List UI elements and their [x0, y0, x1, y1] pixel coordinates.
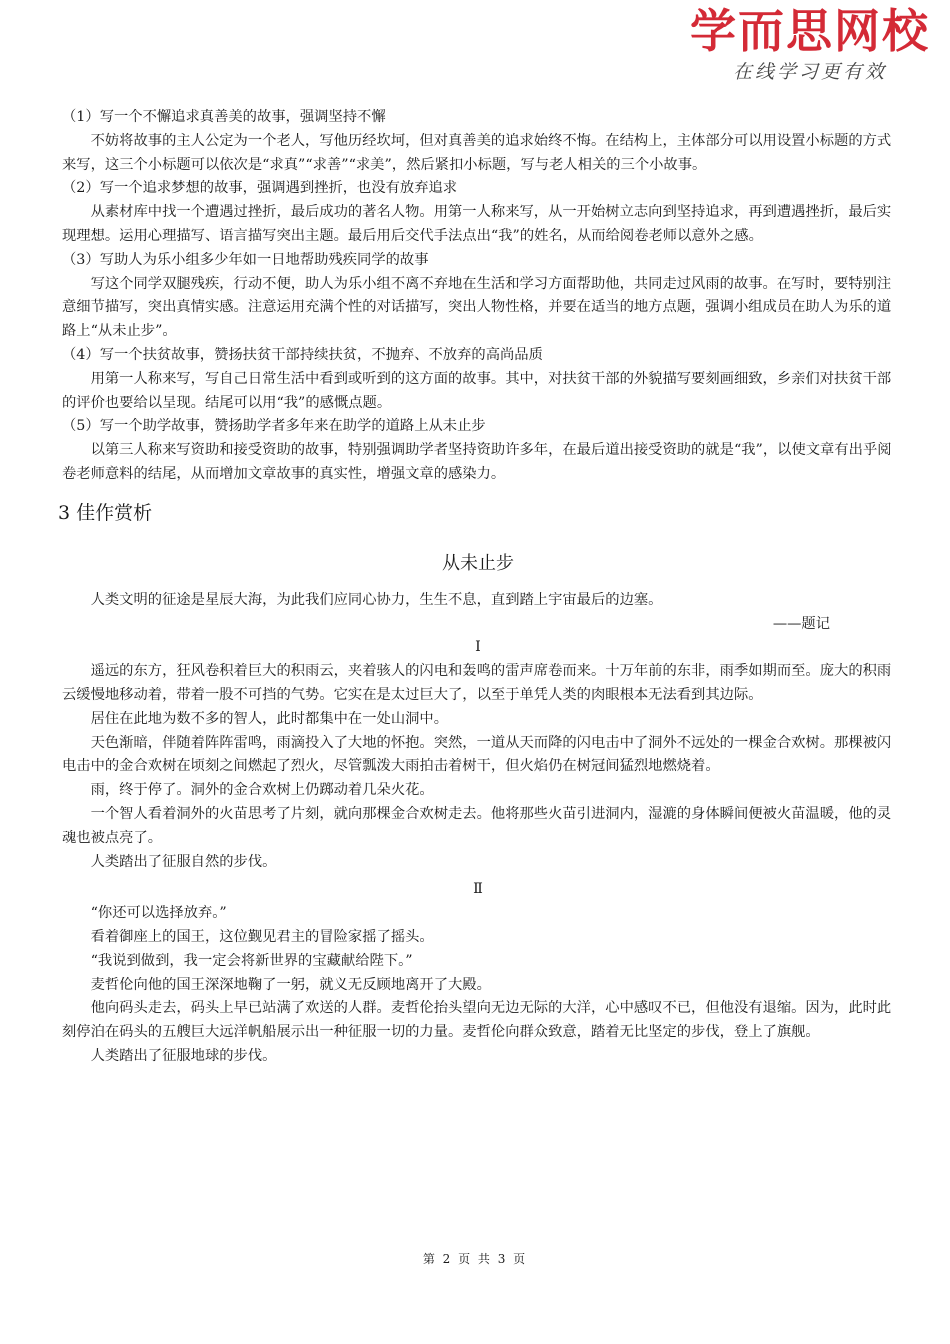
page-footer: 第 2 页 共 3 页	[422, 1252, 528, 1266]
tip-heading: （2）写一个追求梦想的故事，强调遇到挫折，也没有放弃追求	[62, 180, 458, 197]
essay-paragraph: 麦哲伦向他的国王深深地鞠了一躬，就义无反顾地离开了大殿。	[90, 976, 491, 993]
tip-body: 写这个同学双腿残疾，行动不便，助人为乐小组不离不弃地在生活和学习方面帮助他，共同走过风雨的故事。在写时，要特别注意细节描写，突出真情实感。注意运用充满个性的对话描写，突出人物性格，并要在适当的地方点题，强调小组成员在助人为乐的道路上“从未止步”。	[62, 275, 892, 340]
logo-text: 学而思网校	[690, 4, 930, 58]
essay-paragraph: 雨，终于停了。洞外的金合欢树上仍踯动着几朵火花。	[90, 782, 434, 799]
brand-logo	[680, 4, 940, 84]
tip-body: 不妨将故事的主人公定为一个老人，写他历经坎坷，但对真善美的追求始终不悔。在结构上，主体部分可以用设置小标题的方式来写，这三个小标题可以依次是“求真”“求善”“求美”，然后紧扣小标题，写与老人相关的三个小故事。	[62, 132, 892, 173]
tip-body: 以第三人称来写资助和接受资助的故事，特别强调助学者坚持资助许多年，在最后道出接受资助的就是“我”，以使文章有出乎阅卷老师意料的结尾，从而增加文章故事的真实性，增强文章的感染力。	[62, 442, 892, 482]
tip-heading: （4）写一个扶贫故事，赞扬扶贫干部持续扶贫，不抛弃、不放弃的高尚品质	[62, 346, 543, 363]
section-title: 3 佳作赏析	[58, 501, 153, 524]
tip-body: 用第一人称来写，写自己日常生活中看到或听到的这方面的故事。其中，对扶贫干部的外貌描写要刻画细致，乡亲们对扶贫干部的评价也要给以呈现。结尾可以用“我”的感慨点题。	[62, 370, 892, 411]
logo-slogan: 在线学习更有效	[732, 61, 887, 83]
tip-heading: （3）写助人为乐小组多少年如一日地帮助残疾同学的故事	[62, 251, 429, 268]
essay-paragraph: “你还可以选择放弃。”	[90, 905, 227, 922]
epigraph-source: ——题记	[772, 615, 830, 632]
essay-paragraph: 一个智人看着洞外的火苗思考了片刻，就向那棵金合欢树走去。他将那些火苗引进洞内，湿漉的身体瞬间便被火苗温暖，他的灵魂也被点亮了。	[62, 805, 892, 846]
part-numeral: Ⅱ	[473, 881, 483, 898]
tip-heading: （5）写一个助学故事，赞扬助学者多年来在助学的道路上从未止步	[62, 418, 486, 435]
tip-body: 从素材库中找一个遭遇过挫折，最后成功的著名人物。用第一人称来写，从一开始树立志向到坚持追求，再到遭遇挫折，最后实现理想。运用心理描写、语言描写突出主题。最后用后交代手法点出“我”的姓名，从而给阅卷老师以意外之感。	[62, 204, 892, 244]
essay-paragraph: 人类踏出了征服自然的步伐。	[90, 853, 277, 870]
part-numeral: Ⅰ	[475, 639, 481, 656]
page-content	[58, 106, 894, 1069]
tip-heading: （1）写一个不懈追求真善美的故事，强调坚持不懈	[62, 109, 386, 125]
essay-title: 从未止步	[442, 552, 514, 574]
essay-paragraph: 人类踏出了征服地球的步伐。	[90, 1047, 277, 1064]
essay-paragraph: 他向码头走去，码头上早已站满了欢送的人群。麦哲伦抬头望向无边无际的大洋，心中感叹不已，但他没有退缩。因为，此时此刻停泊在码头的五艘巨大远洋帆船展示出一种征服一切的力量。麦哲伦向群众致意，踏着无比坚定的步伐，登上了旗舰。	[62, 1000, 892, 1041]
essay-paragraph: “我说到做到，我一定会将新世界的宝藏献给陛下。”	[90, 952, 413, 969]
essay-paragraph: 天色渐暗，伴随着阵阵雷鸣，雨滴投入了大地的怀抱。突然，一道从天而降的闪电击中了洞外不远处的一棵金合欢树。那棵被闪电击中的金合欢树在顷刻之间燃起了烈火，尽管瓢泼大雨拍击着树干，但火焰仍在树冠间猛烈地燃烧着。	[62, 734, 892, 775]
essay-paragraph: 看着御座上的国王，这位觐见君主的冒险家摇了摇头。	[90, 928, 434, 945]
essay-paragraph: 遥远的东方，狂风卷积着巨大的积雨云，夹着骇人的闪电和轰鸣的雷声席卷而来。十万年前的东非，雨季如期而至。庞大的积雨云缓慢地移动着，带着一股不可挡的气势。它实在是太过巨大了，以至于单凭人类的肉眼根本无法看到其边际。	[62, 663, 892, 703]
essay-epigraph: 人类文明的征途是星辰大海，为此我们应同心协力，生生不息，直到踏上宇宙最后的边塞。	[90, 591, 663, 608]
essay-paragraph: 居住在此地为数不多的智人，此时都集中在一处山洞中。	[90, 710, 449, 727]
